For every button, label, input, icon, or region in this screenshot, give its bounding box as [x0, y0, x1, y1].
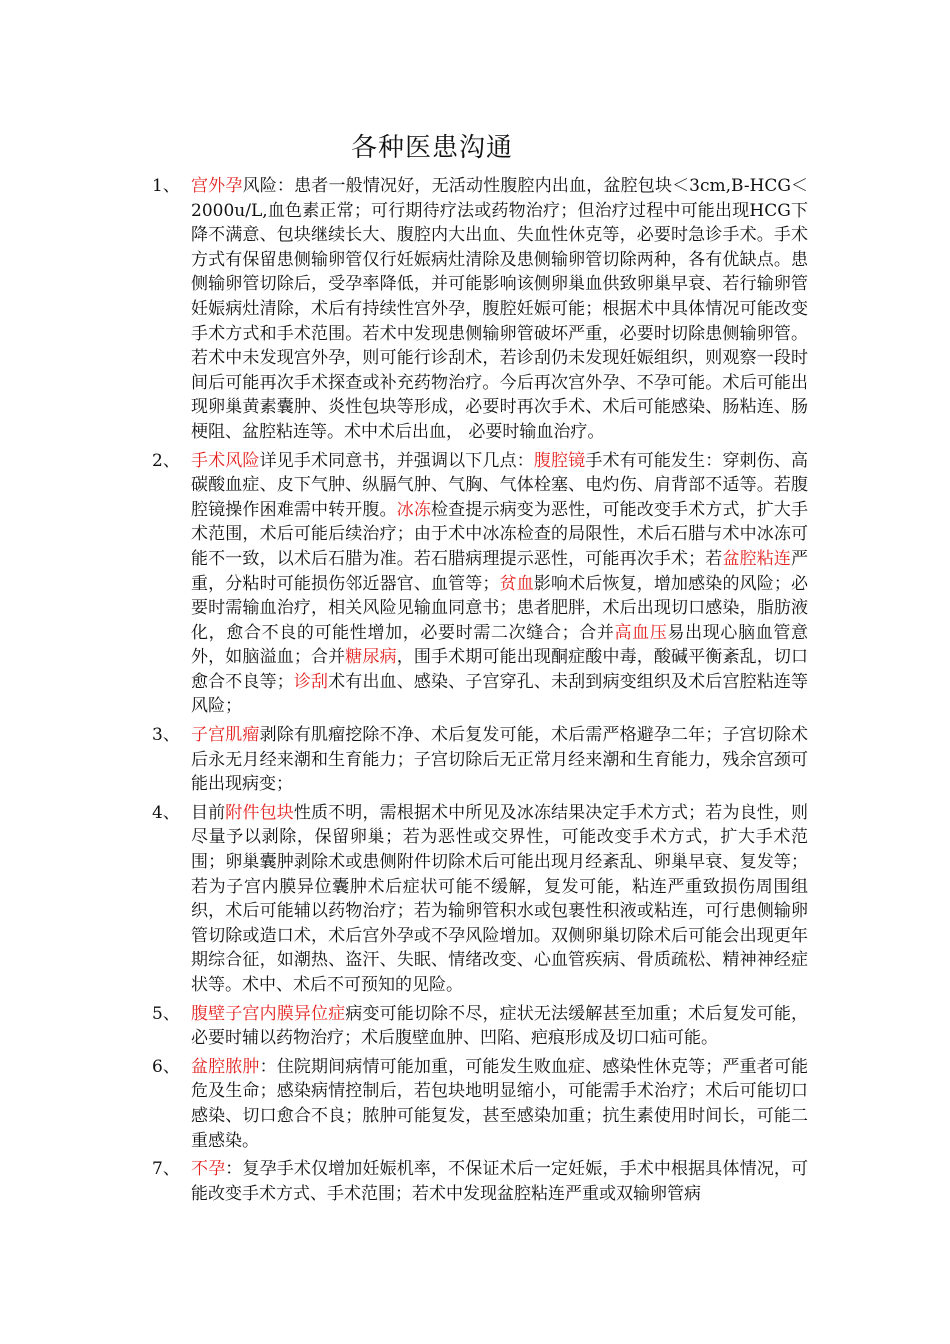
highlighted-term: 子宫肌瘤 — [191, 725, 260, 746]
list-item-text — [191, 449, 808, 720]
numbered-list — [0, 174, 950, 1210]
page-title: 各种医患沟通 — [350, 133, 513, 163]
list-item-text — [191, 801, 808, 998]
highlighted-term: 糖尿病 — [345, 647, 397, 668]
body-text: 性质不明，需根据术中所见及冰冻结果决定手术方式；若为良性，则尽量予以剥除，保留卵巢；若为恶性或交界性，可能改变手术方式，扩大手术范围；卵巢囊肿剥除术或患侧附件切除术后可能出现月经紊乱、卵巢早衰、复发等；若为子宫内膜异位囊肿术后症状可能不缓解，复发可能，粘连严重致损伤周围组织，术后可能辅以药物治疗；若为输卵管积水或包裹性积液或粘连，可行患侧输卵管切除或造口术，术后宫外孕或不孕风险增加。双侧卵巢切除术后可能会出现更年期综合征，如潮热、盗汗、失眠、情绪改变、心血管疾病、骨质疏松、精神神经症状等。术中、术后不可预知的见险。 — [191, 802, 809, 995]
list-item — [0, 174, 950, 445]
highlighted-term: 诊刮 — [293, 671, 329, 692]
highlighted-term: 冰冻 — [396, 499, 432, 520]
body-text: ：住院期间病情可能加重，可能发生败血症、感染性休克等；严重者可能危及生命；感染病情控制后，若包块地明显缩小，可能需手术治疗；术后可能切口感染、切口愈合不良；脓肿可能复发，甚至感染加重；抗生素使用时间长，可能二重感染。 — [191, 1056, 809, 1151]
body-text: ：复孕手术仅增加妊娠机率，不保证术后一定妊娠，手术中根据具体情况，可能改变手术方式、手术范围；若术中发现盆腔粘连严重或双输卵管病 — [191, 1159, 809, 1204]
list-item-number: 7、 — [152, 1159, 180, 1180]
highlighted-term: 贫血 — [499, 573, 534, 594]
body-text: 严重，分粘时可能损伤邻近器官、血管等； — [191, 548, 809, 594]
highlighted-term: 盆腔脓肿 — [191, 1056, 260, 1077]
list-item — [0, 801, 950, 998]
body-text: 术有出血、感染、子宫穿孔、未刮到病变组织及术后宫腔粘连等风险； — [191, 671, 809, 717]
list-item-number: 1、 — [152, 176, 180, 196]
list-item-number: 3、 — [152, 725, 180, 746]
list-item — [0, 723, 950, 797]
list-item-number: 4、 — [152, 802, 180, 823]
highlighted-term: 附件包块 — [225, 802, 294, 823]
list-item-text — [191, 1055, 808, 1153]
body-text: 详见手术同意书，并强调以下几点： — [259, 450, 534, 471]
body-text: 风险：患者一般情况好，无活动性腹腔内出血，盆腔包块＜3cm,B-HCG＜ 2000u/L,血色素正常；可行期待疗法或药物治疗；但治疗过程中可能出现HCG下降不满意、包块继续长大、腹腔内大出血、失血性休克等，必要时急诊手术。手术方式有保留患侧输卵管仅行妊娠病灶清除及患侧输卵管切除两种，各有优缺点。患侧输卵管切除后，受孕率降低，并可能影响该侧卵巢血供致卵巢早衰、若行输卵管妊娠病灶清除，术后有持续性宫外孕，腹腔妊娠可能；根据术中具体情况可能改变手术方式和手术范围。若术中发现患侧输卵管破坏严重，必要时切除患侧输卵管。若术中未发现宫外孕，则可能行诊刮术，若诊刮仍未发现妊娠组织，则观察一段时间后可能再次手术探查或补充药物治疗。今后再次宫外孕、不孕可能。术后可能出现卵巢黄素囊肿、炎性包块等形成，必要时再次手术、术后可能感染、肠粘连、肠梗阻、盆腔粘连等。术中术后出血， 必要时输血治疗。 — [191, 176, 809, 442]
body-text: ，围手术期可能出现酮症酸中毒，酸碱平衡紊乱，切口愈合不良等； — [191, 647, 809, 692]
list-item — [0, 1157, 950, 1206]
list-item-number: 2、 — [152, 450, 180, 471]
body-text: 影响术后恢复，增加感染的风险；必要时需输血治疗，相关风险见输血同意书；患者肥胖，术后出现切口感染，脂肪液化，愈合不良的可能性增加，必要时需二次缝合；合并 — [191, 573, 809, 643]
list-item-text — [191, 723, 808, 797]
list-item-number: 5、 — [152, 1003, 180, 1024]
body-text: 剥除有肌瘤挖除不净、术后复发可能，术后需严格避孕二年；子宫切除术后永无月经来潮和生育能力；子宫切除后无正常月经来潮和生育能力，残余宫颈可能出现病变； — [191, 725, 809, 795]
highlighted-term: 腹壁子宫内膜异位症 — [191, 1003, 346, 1024]
list-item-text — [191, 1157, 808, 1206]
body-text: 手术有可能发生：穿刺伤、高碳酸血症、皮下气肿、纵膈气肿、气胸、气体栓塞、电灼伤、肩背部不适等。若腹腔镜操作困难需中转开腹。 — [191, 450, 809, 520]
list-item-text — [191, 174, 808, 445]
body-text: 目前 — [191, 802, 226, 823]
list-item-text — [191, 1002, 808, 1051]
body-text: 检查提示病变为恶性，可能改变手术方式，扩大手术范围，术后可能后续治疗；由于术中冰冻检查的局限性，术后石腊与术中冰冻可能不一致，以术后石腊为准。若石腊病理提示恶性，可能再次手术；若 — [191, 499, 809, 569]
body-text: 病变可能切除不尽，症状无法缓解甚至加重；术后复发可能，必要时辅以药物治疗；术后腹壁血肿、凹陷、疤痕形成及切口疝可能。 — [191, 1003, 809, 1049]
highlighted-term: 手术风险 — [191, 450, 260, 471]
highlighted-term: 腹腔镜 — [533, 450, 586, 471]
highlighted-term: 宫外孕 — [191, 176, 243, 196]
list-item — [0, 1002, 950, 1051]
body-text: 易出现心脑血管意外，如脑溢血；合并 — [191, 622, 809, 668]
highlighted-term: 盆腔粘连 — [722, 548, 792, 569]
highlighted-term: 高血压 — [614, 622, 668, 643]
list-item — [0, 449, 950, 720]
highlighted-term: 不孕 — [191, 1159, 226, 1180]
list-item-number: 6、 — [152, 1056, 180, 1077]
list-item — [0, 1055, 950, 1153]
